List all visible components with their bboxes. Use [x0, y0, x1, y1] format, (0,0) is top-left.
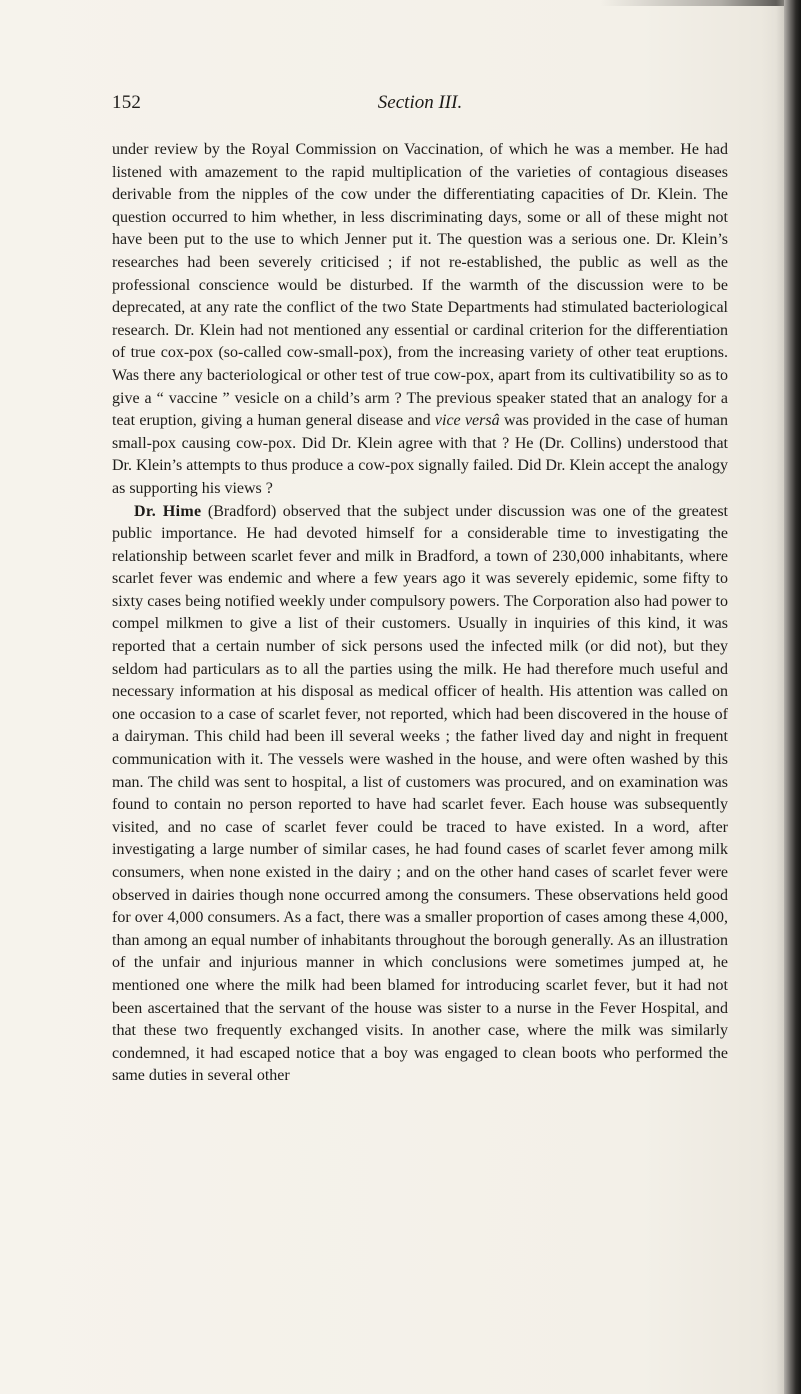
body-text — [112, 139, 728, 1088]
page-number: 152 — [112, 92, 142, 113]
paragraph-1 — [112, 139, 728, 501]
paragraph-1-italic: vice versâ — [434, 412, 500, 430]
speaker-name: Dr. Hime — [134, 502, 202, 520]
paragraph-2 — [112, 501, 728, 1088]
top-edge-shadow — [600, 0, 801, 6]
paragraph-2-text: (Bradford) observed that the subject under discussion was one of the greatest public importance. He had devoted himself for a considerable time to investigating the relationship between scarlet fever and milk in Bradford, a town of 230,000 inhabitants, where scarlet fever was endemic and where a few years ago it was severely epidemic, some fifty to sixty cases being notified weekly under compulsory powers. The Corporation also had power to compel milkmen to give a list of their customers. Usually in inquiries of this kind, it was reported that a certain number of sick persons used the infected milk (or did not), but they seldom had particulars as to all the parties using the milk. He had therefore much useful and necessary information at his disposal as medical officer of health. His attention was called on one occasion to a case of scarlet fever, not reported, which had been discovered in the house of a dairyman. This child had been ill several weeks ; the father lived day and night in frequent communication with it. The vessels were washed in the house, and were often washed by this man. The child was sent to hospital, a list of customers was procured, and on examination was found to contain no person reported to have had scarlet fever. Each house was subsequently visited, and no case of scarlet fever could be traced to have existed. In a word, after investigating a large number of similar cases, he had found cases of scarlet fever among milk consumers, when none existed in the dairy ; and on the other hand cases of scarlet fever were observed in dairies though none occurred among the consumers. These observations held good for over 4,000 consumers. As a fact, there was a smaller proportion of cases among these 4,000, than among an equal number of inhabitants throughout the borough generally. As an illustration of the unfair and injurious manner in which conclusions were sometimes jumped at, he mentioned one where the milk had been blamed for introducing scarlet fever, but it had not been ascertained that the servant of the house was sister to a nurse in the Fever Hospital, and that these two frequently exchanged visits. In another case, where the milk was similarly condemned, it had escaped notice that a boy was engaged to clean boots who performed the same duties in several other — [112, 502, 728, 1085]
page-curl-shadow — [776, 0, 784, 1394]
section-title: Section III. — [377, 92, 463, 113]
paragraph-1-text-after: was provided in the case of human small-pox causing cow-pox. Did Dr. Klein agree with that ? He (Dr. Collins) understood that Dr. Klein’s attempts to thus produce a cow-pox signally failed. Did Dr. Klein accept the analogy as supporting his views ? — [112, 412, 729, 497]
book-binding-edge — [784, 0, 801, 1394]
page-header — [112, 92, 728, 116]
paragraph-1-text: under review by the Royal Commission on Vaccination, of which he was a member. He had listened with amazement to the rapid multiplication of the varieties of contagious diseases derivable from the nipples of the cow under the differentiating capacities of Dr. Klein. The question occurred to him whether, in less discriminating days, some or all of these might not have been put to the use to which Jenner put it. The question was a serious one. Dr. Klein’s researches had been severely criticised ; if not re-established, the public as well as the professional conscience would be disturbed. If the warmth of the discussion were to be deprecated, at any rate the conflict of the two State Departments had stimulated bacteriological research. Dr. Klein had not mentioned any essential or cardinal criterion for the differentiation of true cox-pox (so-called cow-small-pox), from the increasing variety of other teat eruptions. Was there any bacteriological or other test of true cow-pox, apart from its cultivatibility so as to give a “ vaccine ” vesicle on a child’s arm ? The previous speaker stated that an analogy for a teat eruption, giving a human general disease and — [112, 141, 728, 430]
